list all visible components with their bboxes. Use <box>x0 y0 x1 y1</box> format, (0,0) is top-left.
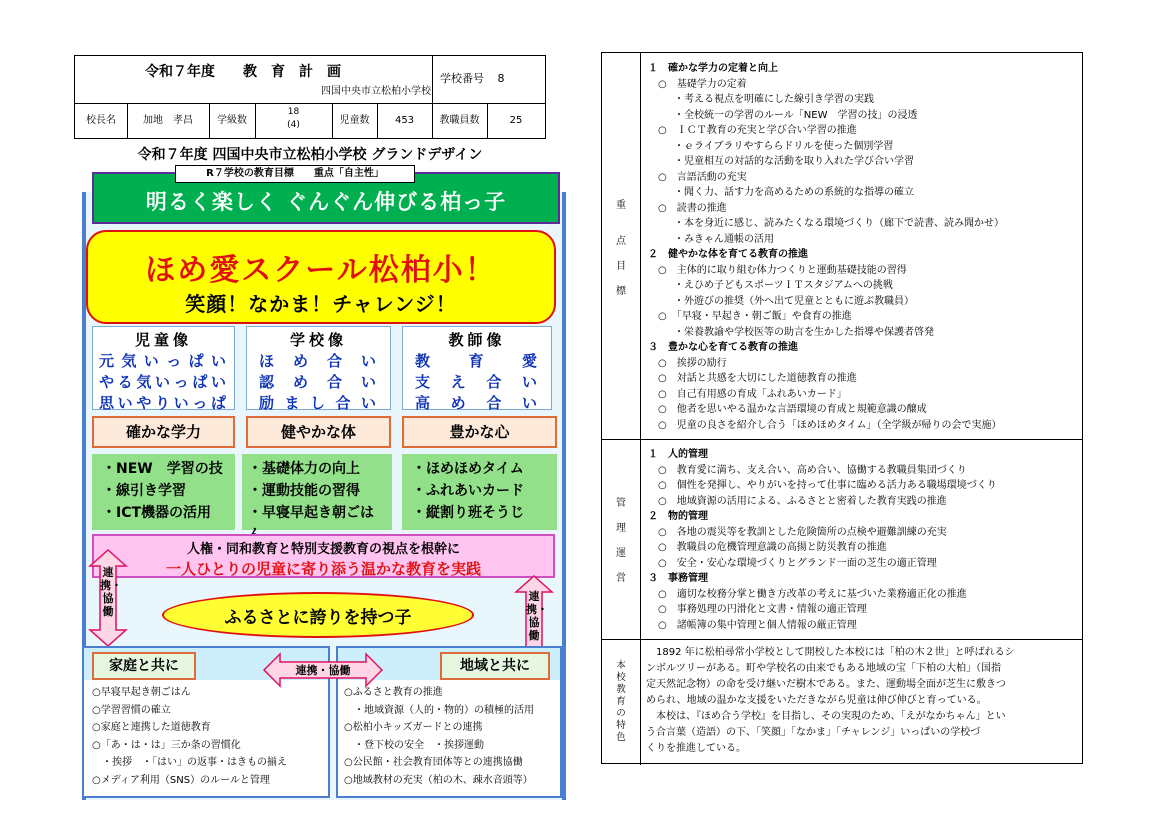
section-heading: １ 人的管理 <box>648 449 708 460</box>
list-item: ○松柏小キッズガードとの連携 <box>344 722 483 733</box>
list-item: くりを推進している。 <box>646 743 746 754</box>
classes-count: 18 <box>287 107 300 117</box>
list-item: ○ 教職員の危機管理意識の高揚と防災教育の推進 <box>658 542 887 553</box>
school-name: 四国中央市立松柏小学校 <box>321 86 431 97</box>
list-item: ○早寝早起き朝ごはん <box>92 687 191 698</box>
zo-line: 元気いっぱい <box>99 352 228 370</box>
list-item: ・登下校の安全 ・挨拶運動 <box>344 739 484 751</box>
list-item: 定天然記念物）の命を受け継いだ樹木である。また、運動場全面が芝生に敷きつ <box>646 679 1006 690</box>
foundation-line2: 一人ひとりの児童に寄り添う温かな教育を実践 <box>165 560 481 578</box>
list-item: ○学習習慣の確立 <box>92 704 171 716</box>
pillar-item: ・ICT機器の活用 <box>102 505 212 521</box>
label-char: 校 <box>616 672 626 683</box>
family-list <box>92 684 328 789</box>
list-item: ○「あ・は・は」三か条の習慣化 <box>92 739 241 751</box>
grand-design-title: 令和７年度 四国中央市立松柏小学校 グランドデザイン <box>137 147 483 163</box>
region-list <box>344 684 560 789</box>
section-body <box>646 645 1078 757</box>
list-item: ・地域資源（人的・物的）の積極的活用 <box>344 704 534 716</box>
zo-title: 教師像 <box>448 331 506 349</box>
section-heading: ２ 物的管理 <box>648 511 708 522</box>
pillar-items <box>92 454 235 530</box>
school-goal: 明るく楽しく ぐんぐん伸びる柏っ子 <box>145 190 507 214</box>
list-item: ・考える視点を明確にした線引き学習の実践 <box>674 94 874 105</box>
label-char: 教 <box>616 684 626 695</box>
section-label <box>602 439 641 639</box>
list-item: ・みきゃん通帳の活用 <box>674 233 774 245</box>
section-label <box>602 639 641 765</box>
coop-mid-label: 連携・協働 <box>295 664 351 677</box>
zo-line: ほめ合い <box>259 352 378 370</box>
principal-name: 加地 孝昌 <box>143 115 193 126</box>
list-item: ○メディア利用（SNS）のルールと管理 <box>92 774 270 786</box>
pillar-items <box>402 454 557 530</box>
classes-label: 学級数 <box>217 115 247 126</box>
list-item: ・ｅライブラリやすららドリルを使った個別学習 <box>674 140 894 152</box>
pillar-item: ・縦割り班そうじ <box>412 505 524 521</box>
section-focus-goals <box>602 53 1082 440</box>
school-no-label: 学校番号 <box>440 72 484 85</box>
label-char: 営 <box>616 573 626 584</box>
list-item: ○ 他者を思いやる温かな言語環境の育成と規範意識の醸成 <box>658 404 927 415</box>
classes-sub: (4) <box>287 120 300 130</box>
staff-count: 25 <box>509 115 523 126</box>
school-no: 8 <box>497 72 505 85</box>
label-char: 特 <box>616 720 626 731</box>
label-char: 管 <box>616 498 626 509</box>
list-item: ンボルツリーがある。町や学校名の由来でもある地域の宝「下柏の大柏」（国指 <box>646 663 1001 674</box>
list-item: ○ 安全・安心な環境づくりとグランド一面の芝生の適正管理 <box>658 557 937 569</box>
plan-title: 令和７年度 教 育 計 画 <box>145 64 341 80</box>
list-item: ○ 適切な校務分掌と働き方改革の考えに基づいた業務適正化の推進 <box>658 588 967 600</box>
list-item: ○ 言語活動の充実 <box>658 171 747 183</box>
zo-title: 児童像 <box>134 331 192 349</box>
zo-box-student <box>92 326 235 410</box>
region-title: 地域と共に <box>440 652 550 680</box>
zo-line: 認め合い <box>259 373 378 391</box>
list-item: ○ 地域資源の活用による、ふるさとと密着した教育実践の推進 <box>658 495 947 507</box>
list-item: ・挨拶 ・「はい」の返事・はきもの揃え <box>92 757 287 768</box>
section-heading: ３ 豊かな心を育てる教育の推進 <box>648 342 798 353</box>
section-label <box>602 53 641 439</box>
list-item: ○ふるさと教育の推進 <box>344 687 443 698</box>
list-item: ○ 対話と共感を大切にした道徳教育の推進 <box>658 373 857 384</box>
zo-title: 学校像 <box>289 331 347 349</box>
pillar-item: ・ほめほめタイム <box>412 461 524 477</box>
header-row-title <box>75 56 545 104</box>
header-row-info <box>75 103 545 139</box>
pillar-items <box>242 454 392 530</box>
label-char: 育 <box>616 696 626 707</box>
section-management <box>602 439 1082 640</box>
list-item: ・本を身近に感じ、読みたくなる環境づくり（廊下で読書、読み聞かせ） <box>674 218 1004 229</box>
label-char: 重 <box>616 199 626 211</box>
list-item: ○ ＩＣＴ教育の充実と学び合い学習の推進 <box>658 125 857 136</box>
list-item: ○ 「早寝・早起き・朝ご飯」や食育の推進 <box>658 311 852 322</box>
pillar-item: ・基礎体力の向上 <box>248 461 360 477</box>
pillar-item: ・NEW 学習の技 <box>102 461 223 477</box>
label-char: 運 <box>616 548 626 559</box>
coop-left-label: 連携・協働 <box>100 566 122 618</box>
label-char: 点 <box>616 235 626 247</box>
pillar-item: ・線引き学習 <box>102 483 186 499</box>
list-item: ○ 主体的に取り組む体力つくりと運動基礎技能の習得 <box>658 264 907 276</box>
foundation-line1: 人権・同和教育と特別支援教育の視点を根幹に <box>186 542 460 557</box>
section-heading: １ 確かな学力の定着と向上 <box>648 63 778 74</box>
slogan-sub: 笑顔！なかま！チャレンジ！ <box>185 292 457 316</box>
list-item: 1892 年に松柏尋常小学校として開校した本校には「柏の木２世」と呼ばれるシ <box>646 647 1015 658</box>
zo-line: 高め合い <box>415 394 539 412</box>
list-item: められ、地域の温かな支援をいただきながら児童は伸び伸びと育っている。 <box>646 695 987 706</box>
zo-line: 思いやりいっぱ <box>99 394 228 412</box>
pillar-item: ・ふれあいカード <box>412 483 524 499</box>
label-char: 色 <box>616 732 626 743</box>
list-item: ○ 諸帳簿の集中管理と個人情報の厳正管理 <box>658 619 857 631</box>
label-char: 目 <box>616 260 626 272</box>
list-item: ○地域教材の充実（柏の木、疎水音頭等） <box>344 774 533 786</box>
list-item: ・外遊びの推奨（外へ出て児童とともに遊ぶ教職員） <box>674 295 914 307</box>
list-item: ○ 読書の推進 <box>658 202 727 214</box>
section-body <box>648 447 1078 633</box>
label-char: の <box>616 708 626 719</box>
plan-table <box>601 52 1083 764</box>
furusato-text: ふるさとに誇りを持つ子 <box>224 608 412 628</box>
section-heading: ３ 事務管理 <box>648 573 708 584</box>
list-item: ○公民館・社会教育団体等との連携協働 <box>344 757 523 768</box>
zo-line: 教育愛 <box>415 352 539 370</box>
section-features <box>602 639 1082 765</box>
section-heading: ２ 健やかな体を育てる教育の推進 <box>648 249 808 260</box>
students-count: 453 <box>394 115 415 126</box>
zo-line: やる気いっぱい <box>99 373 228 391</box>
pillar-item: ・運動技能の習得 <box>248 483 360 499</box>
pillar-heading: 健やかな体 <box>246 416 391 448</box>
list-item: ○家庭と連携した道徳教育 <box>92 722 211 733</box>
list-item: 本校は、『ほめ合う学校』を目指し、その実現のため、「えがなかちゃん」とい <box>646 711 1006 722</box>
zo-line: 支え合い <box>415 373 539 391</box>
list-item: ○ 教育愛に満ち、支え合い、高め合い、協働する教職員集団づくり <box>658 464 967 476</box>
list-item: ・児童相互の対話的な活動を取り入れた学び合い学習 <box>674 156 914 167</box>
zo-box-school <box>246 326 391 410</box>
list-item: ・栄養教諭や学校医等の助言を生かした指導や保護者啓発 <box>674 326 934 338</box>
students-label: 児童数 <box>339 115 370 126</box>
slogan-main: ほめ愛スクール松柏小！ <box>145 253 497 288</box>
goal-label: R７学校の教育目標 重点「自主性」 <box>175 165 415 183</box>
header-table <box>74 55 546 139</box>
pillar-item: ・早寝早起き朝ごは <box>248 505 374 521</box>
list-item: ○ 自己有用感の育成「ふれあいカード」 <box>658 388 847 400</box>
family-title: 家庭と共に <box>92 652 196 680</box>
label-char: 標 <box>616 285 626 297</box>
zo-line: 励まし合い <box>259 394 378 412</box>
section-body <box>648 61 1078 433</box>
list-item: ・全校統一の学習のルール「NEW 学習の技」の浸透 <box>674 109 918 121</box>
pillar-heading: 確かな学力 <box>92 416 235 448</box>
principal-label: 校長名 <box>86 115 116 126</box>
list-item: ・えひめ子どもスポーツＩＴスタジアムへの挑戦 <box>674 280 893 291</box>
staff-label: 教職員数 <box>439 115 480 126</box>
label-char: 理 <box>616 523 626 534</box>
coop-right-label: 連携・協働 <box>526 590 548 642</box>
list-item: ○ 事務処理の円滑化と文書・情報の適正管理 <box>658 604 867 615</box>
list-item: ○ 各地の震災等を教訓とした危険箇所の点検や避難訓練の充実 <box>658 526 947 538</box>
list-item: う合言葉（造語）の下、「笑顔」「なかま」「チャレンジ」いっぱいの学校づ <box>646 727 981 738</box>
label-char: 本 <box>616 660 626 671</box>
list-item: ○ 児童の良さを紹介し合う「ほめほめタイム」（全学級が帰りの会で実施） <box>658 419 1002 431</box>
list-item: ○ 個性を発揮し、やりがいを持って仕事に臨める活力ある職場環境づくり <box>658 480 997 491</box>
list-item: ・聞く力、話す力を高めるための系統的な指導の確立 <box>674 187 914 198</box>
list-item: ○ 基礎学力の定着 <box>658 78 747 90</box>
list-item: ○ 挨拶の励行 <box>658 357 727 369</box>
pillar-heading: 豊かな心 <box>402 416 557 448</box>
zo-box-teacher <box>402 326 552 410</box>
